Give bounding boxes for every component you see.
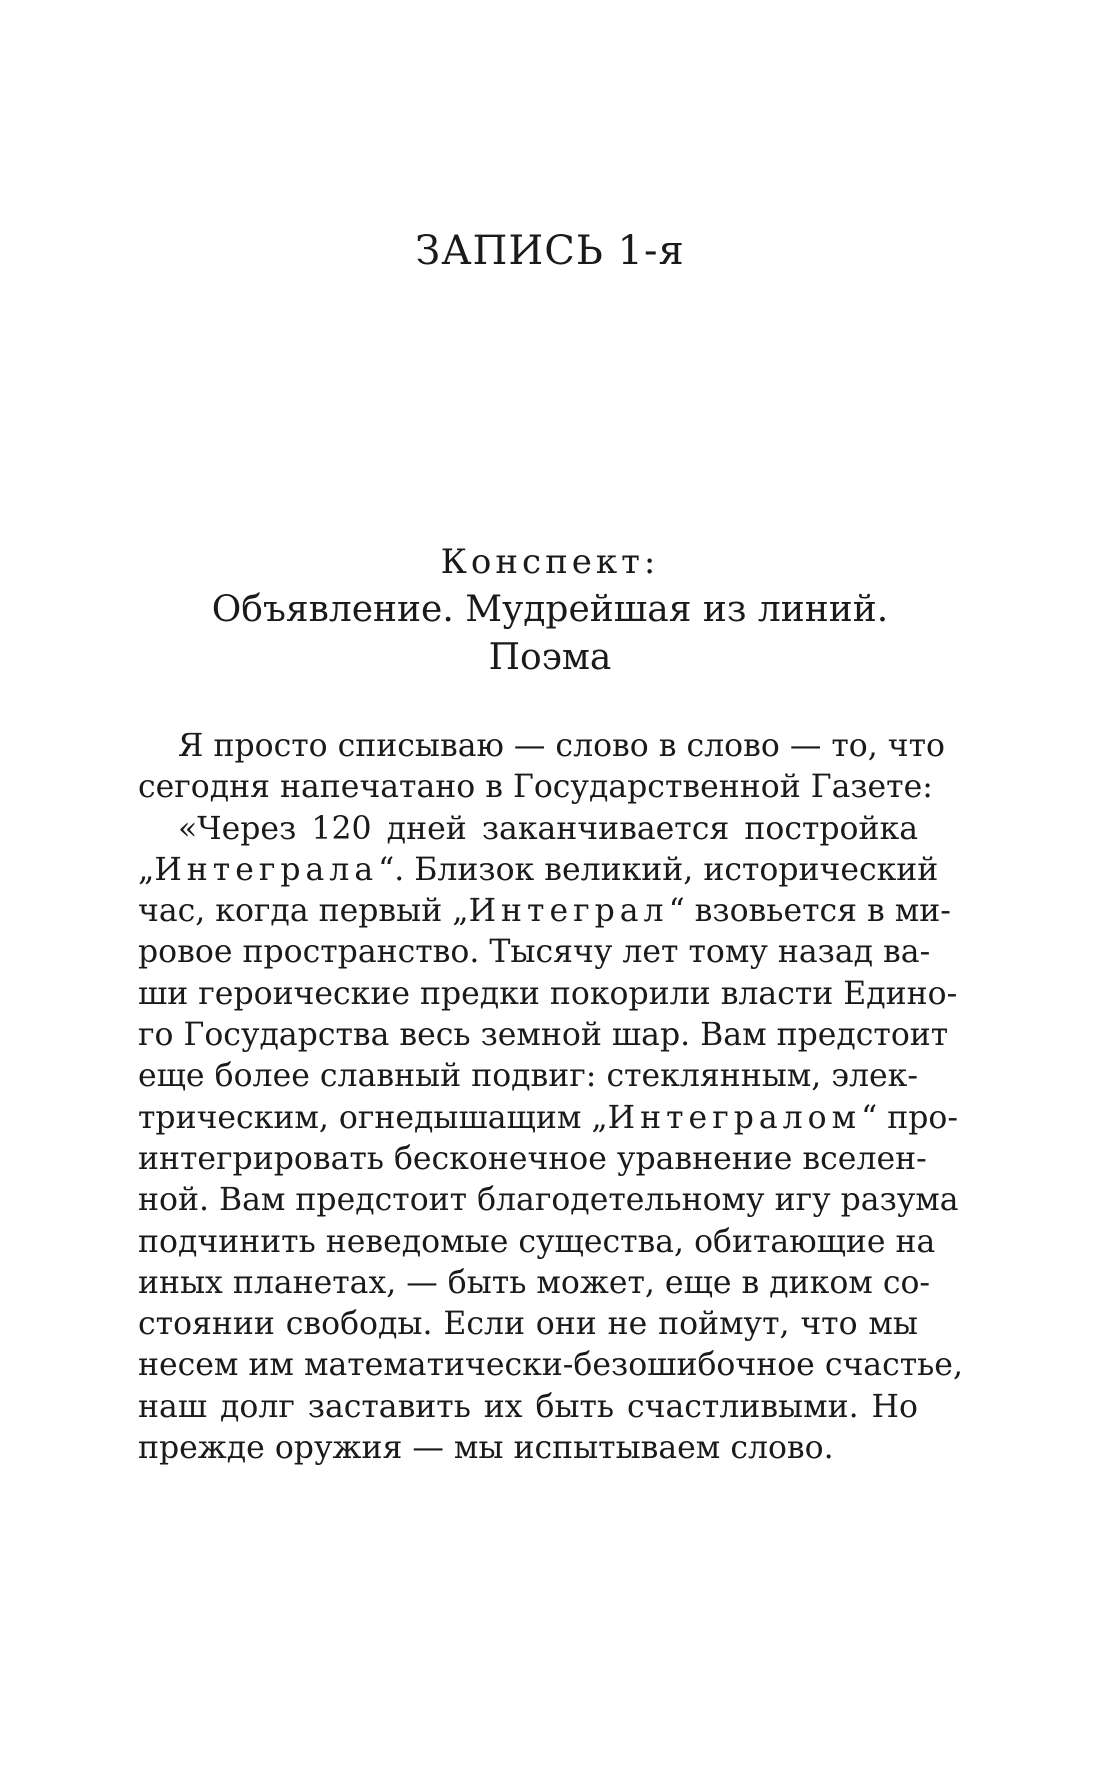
text-line: еще более славный подвиг: стеклянным, элек- [138,1058,918,1095]
synopsis-line-1: Объявление. Мудрейшая из линий. [211,589,889,630]
text-fragment: трическим, огнедышащим „ [138,1099,608,1136]
text-line [138,850,939,891]
text-line: сегодня напечатано в Государственной Газете: [138,769,933,806]
text-line: наш долг заставить их быть счастливыми. Но [138,1388,918,1425]
text-line: прежде оружия — мы испытываем слово. [138,1430,834,1467]
text-fragment: час, когда первый „ [138,893,469,930]
synopsis-line-2: Поэма [488,637,612,678]
text-line: иных планетах, — быть может, еще в диком со- [138,1264,931,1301]
text-line: несем им математически-безошибочное счастье, [138,1347,963,1384]
spaced-word: Интегралом [607,1099,862,1136]
text-line: «Через 120 дней заканчивается постройка [178,810,918,847]
text-line [138,1098,959,1139]
body-text [138,726,963,1469]
text-line: ши героические предки покорили власти Едино- [138,975,958,1012]
text-line: подчинить неведомые существа, обитающие на [138,1223,936,1260]
synopsis-block [0,538,1100,682]
text-fragment: “ про- [861,1099,959,1136]
synopsis-label: Конспект: [440,542,660,582]
chapter-title: ЗАПИСЬ 1-я [415,228,685,274]
text-line: го Государства весь земной шар. Вам предстоит [138,1017,949,1054]
quote-mark: „ [138,851,155,888]
text-fragment: “. Близок великий, исторический [378,851,939,888]
text-fragment: “ взовьется в ми- [668,893,951,930]
text-line: интегрировать бесконечное уравнение вселен- [138,1140,927,1177]
spaced-word: Интеграла [154,851,379,888]
text-line: ровое пространство. Тысячу лет тому назад ва- [138,934,931,971]
text-line: Я просто списываю — слово в слово — то, что [178,728,945,764]
text-line: ной. Вам предстоит благодетельному игу разума [138,1182,959,1219]
text-line: стоянии свободы. Если они не поймут, что мы [138,1306,918,1343]
text-line [138,891,951,932]
spaced-word: Интеграл [468,893,669,930]
